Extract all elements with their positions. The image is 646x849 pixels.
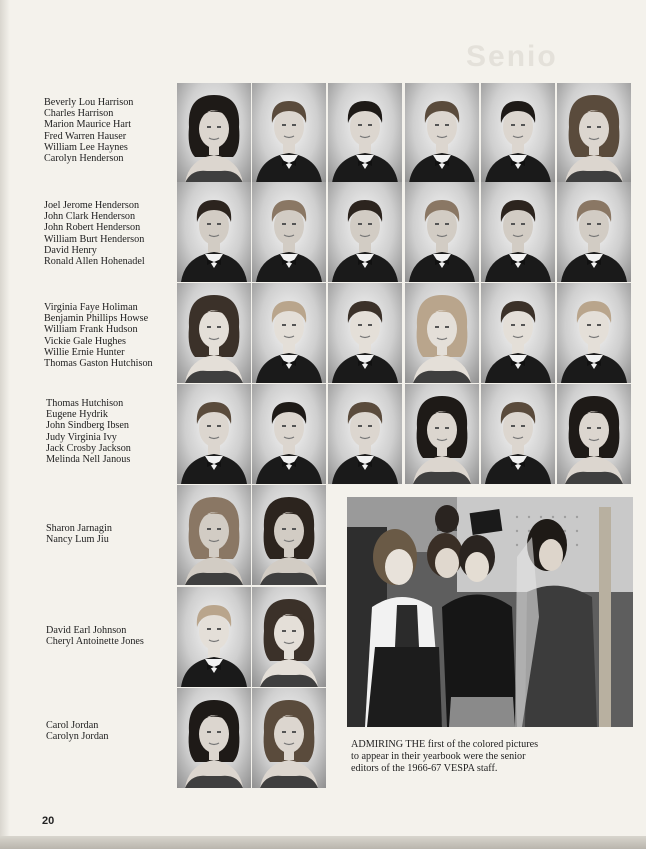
senior-portrait [481,384,555,484]
student-name: William Lee Haynes [44,141,128,153]
senior-portrait [177,283,251,383]
student-name: Jack Crosby Jackson [46,442,131,454]
senior-portrait [252,688,326,788]
page-number: 20 [42,815,55,827]
student-name: David Henry [44,244,97,256]
student-name: John Clark Henderson [44,211,136,223]
student-name: Marion Maurice Hart [44,119,132,131]
student-name: William Burt Henderson [44,233,145,245]
senior-portrait [405,182,479,282]
senior-portrait [328,83,402,183]
student-name: Thomas Gaston Hutchison [44,358,153,370]
student-name: Willie Ernie Hunter [44,346,125,358]
caption-line: ADMIRING THE first of the colored pictures [351,739,539,750]
ghost-heading: Senio [466,40,558,73]
student-name: Beverly Lou Harrison [44,97,134,108]
student-name: Carolyn Henderson [44,153,124,165]
student-name: Benjamin Phillips Howse [44,313,149,325]
student-name: Judy Virginia Ivy [46,431,117,443]
student-name: John Robert Henderson [44,222,141,234]
student-name: Thomas Hutchison [46,398,124,409]
senior-portrait [405,83,479,183]
senior-portrait [481,182,555,282]
senior-portrait [252,182,326,282]
student-name: David Earl Johnson [46,625,127,636]
senior-portrait [405,283,479,383]
candid-photo [347,497,633,727]
senior-portrait [481,83,555,183]
senior-portrait [252,587,326,687]
student-name: Cheryl Antoinette Jones [46,636,144,648]
senior-portrait [405,384,479,484]
student-name: William Frank Hudson [44,324,138,336]
senior-portrait [252,83,326,183]
student-name: Carolyn Jordan [46,731,109,743]
senior-portrait [557,384,631,484]
student-name: Virginia Faye Holiman [44,302,138,313]
senior-portrait [177,485,251,585]
senior-portrait [557,283,631,383]
student-name: Fred Warren Hauser [44,130,127,142]
student-name: John Sindberg Ibsen [46,420,130,432]
student-name: Eugene Hydrik [46,409,108,421]
student-name: Nancy Lum Jiu [46,534,109,546]
caption-line: to appear in their yearbook were the senior [351,751,526,762]
student-name: Sharon Jarnagin [46,523,112,534]
senior-portrait [252,283,326,383]
senior-portrait [557,83,631,183]
senior-portrait [177,182,251,282]
page-edge-shadow [0,836,646,849]
student-name: Carol Jordan [46,720,99,731]
student-name: Joel Jerome Henderson [44,200,140,211]
senior-portrait [328,182,402,282]
candid-photo-illustration [347,497,633,727]
senior-portrait [252,485,326,585]
student-name: Ronald Allen Hohenadel [44,256,145,268]
senior-portrait [252,384,326,484]
senior-portrait [328,384,402,484]
senior-portrait [177,83,251,183]
senior-portrait [177,688,251,788]
senior-portrait [177,587,251,687]
student-name: Vickie Gale Hughes [44,335,126,347]
student-name: Charles Harrison [44,108,114,120]
senior-portrait [481,283,555,383]
senior-portrait [328,283,402,383]
photo-caption [351,739,591,775]
senior-portrait [557,182,631,282]
page-binding-shadow [0,0,10,849]
student-name: Melinda Nell Janous [46,454,131,466]
caption-line: editors of the 1966-67 VESPA staff. [351,763,498,774]
senior-portrait [177,384,251,484]
